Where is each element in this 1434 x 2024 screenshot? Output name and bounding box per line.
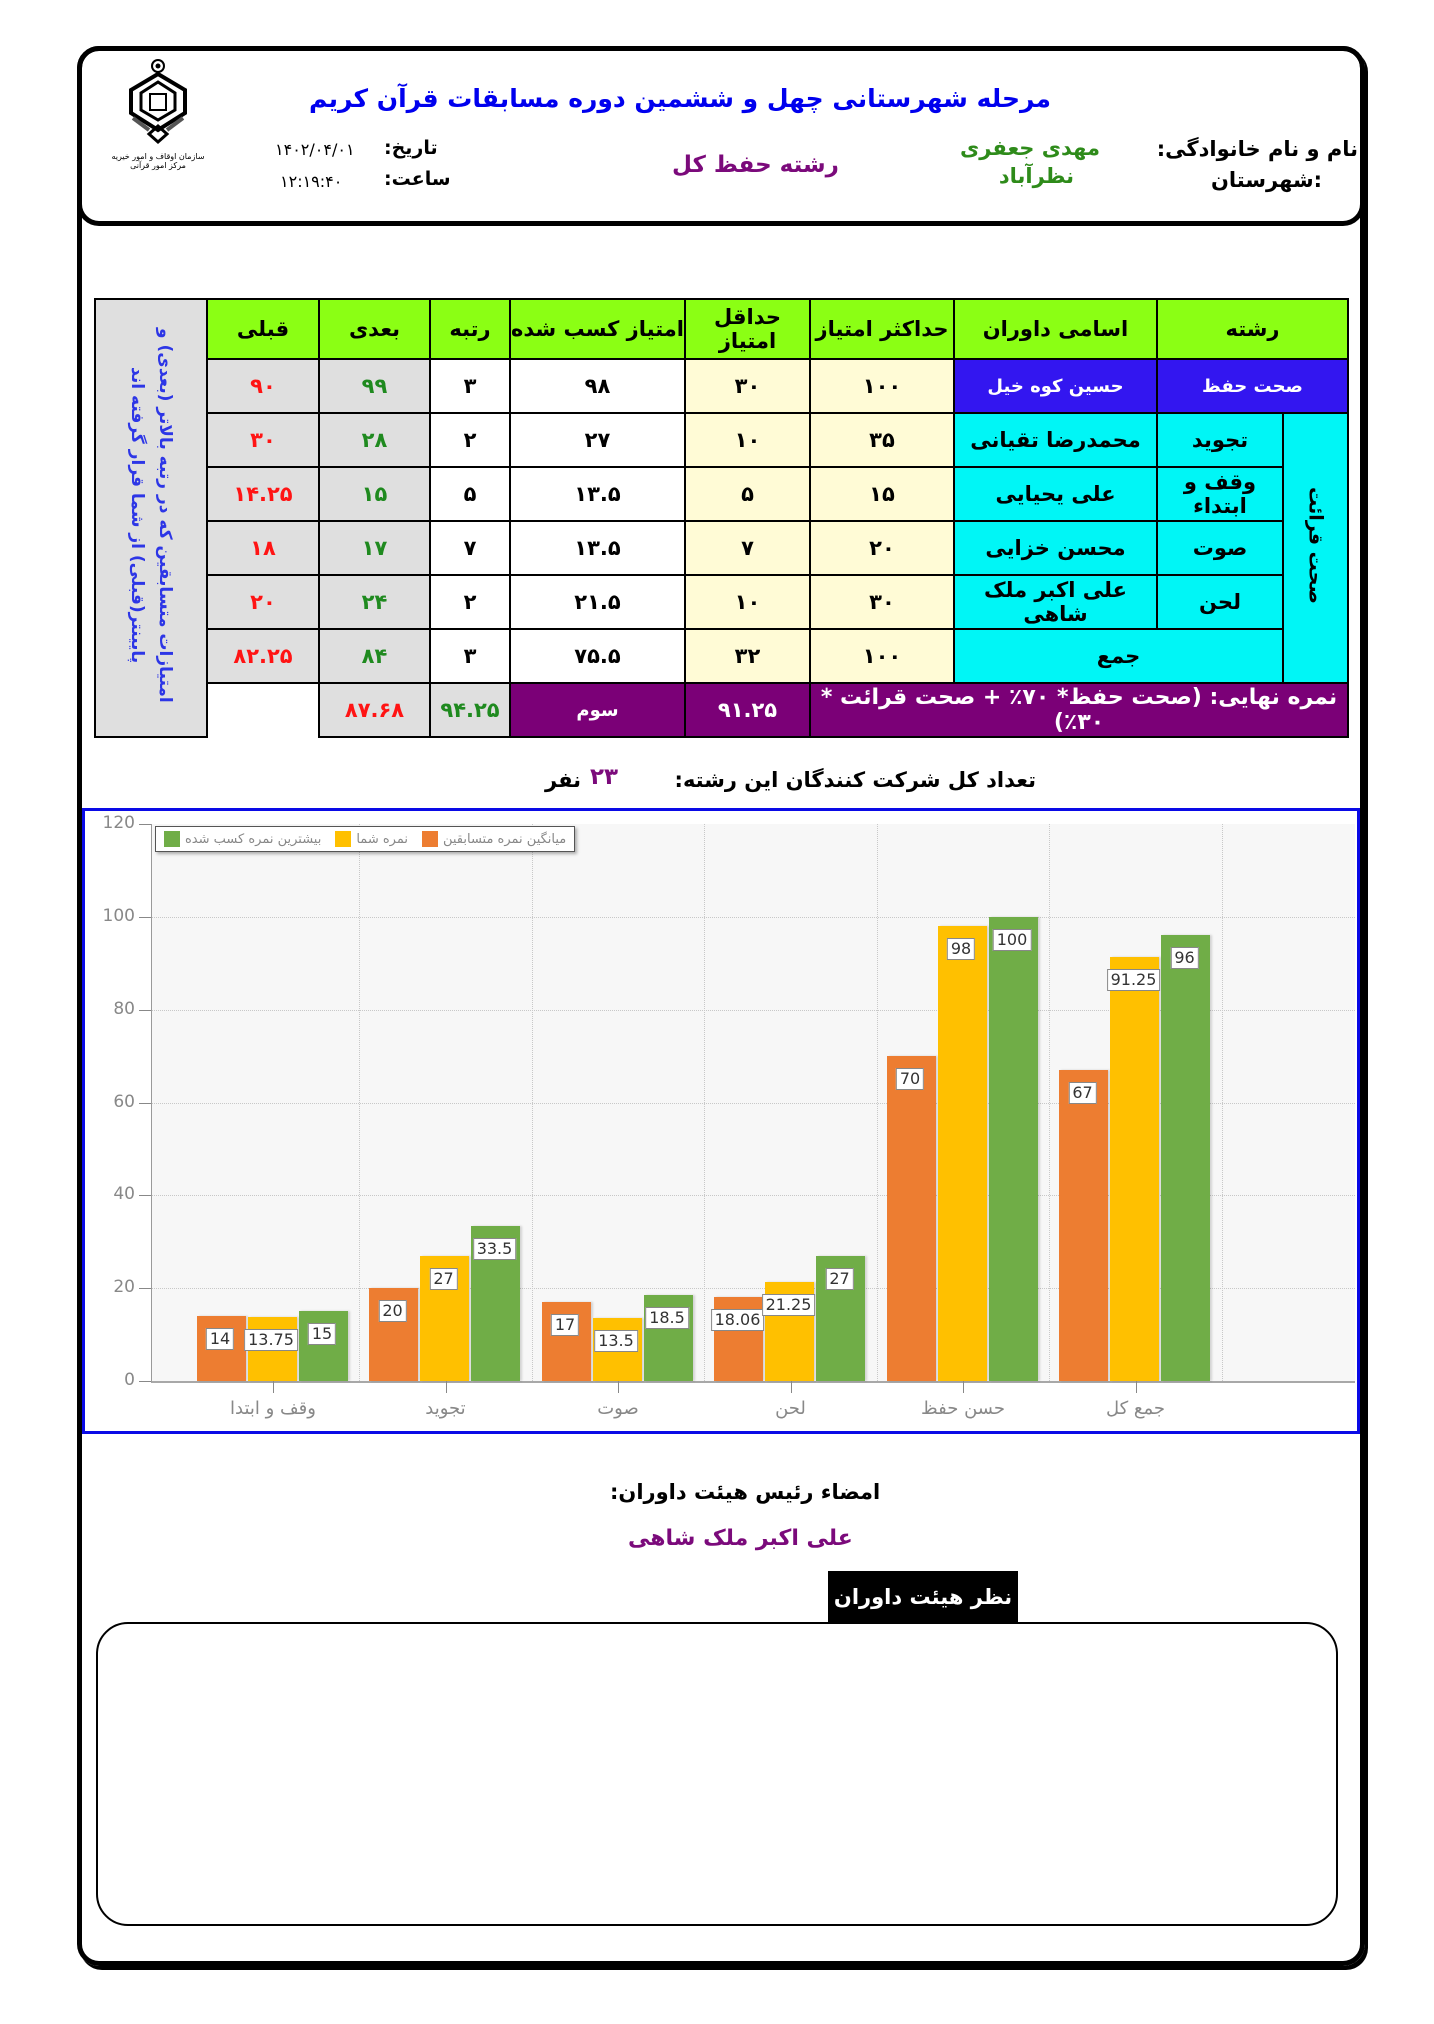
- y-tick-label: 60: [113, 1091, 135, 1112]
- judge-cell: علی یحیایی: [954, 467, 1157, 521]
- data-label: 67: [1068, 1082, 1096, 1104]
- date-label: تاریخ:: [384, 137, 438, 159]
- data-label: 100: [993, 929, 1032, 951]
- min-cell: ۱۰: [685, 575, 810, 629]
- prev-cell: ۸۲.۲۵: [207, 629, 319, 683]
- prev-cell: ۱۸: [207, 521, 319, 575]
- chart-bar: [989, 917, 1038, 1381]
- header-earned: امتیاز کسب شده: [510, 299, 685, 359]
- header-max: حداکثر امتیاز: [810, 299, 954, 359]
- y-tick-label: 40: [113, 1184, 135, 1205]
- comments-title: نظر هیئت داوران: [828, 1571, 1018, 1623]
- legend-item[interactable]: [422, 831, 566, 847]
- table-row: [95, 413, 1348, 467]
- chart-bar: [1110, 957, 1159, 1381]
- legend-item[interactable]: [164, 831, 321, 847]
- report-header: [77, 46, 1365, 226]
- prev-cell: ۲۰: [207, 575, 319, 629]
- city-value: نظرآباد: [998, 164, 1074, 188]
- scores-table: [94, 298, 1349, 738]
- prev-cell: ۱۴.۲۵: [207, 467, 319, 521]
- data-label: 70: [896, 1068, 924, 1090]
- earned-cell: ۲۱.۵: [510, 575, 685, 629]
- header-field: رشته: [1157, 299, 1348, 359]
- header-rank: رتبه: [430, 299, 510, 359]
- rank-cell: ۲: [430, 575, 510, 629]
- rank-cell: ۷: [430, 521, 510, 575]
- earned-cell: ۷۵.۵: [510, 629, 685, 683]
- earned-cell: ۲۷: [510, 413, 685, 467]
- next-cell: ۹۹: [319, 359, 430, 413]
- logo: [108, 58, 208, 188]
- judge-cell: محسن خزایی: [954, 521, 1157, 575]
- max-cell: ۱۰۰: [810, 359, 954, 413]
- field-cell: وقف و ابتداء: [1157, 467, 1283, 521]
- side-note-cell: [95, 299, 207, 737]
- signature-label: امضاء رئیس هیئت داوران:: [610, 1480, 881, 1504]
- data-label: 91.25: [1107, 969, 1161, 991]
- max-cell: ۳۰: [810, 575, 954, 629]
- score-chart: [82, 808, 1360, 1434]
- field-cell: صوت: [1157, 521, 1283, 575]
- header-next: بعدی: [319, 299, 430, 359]
- participants-count: ۲۳: [590, 764, 619, 790]
- chart-bar: [1161, 935, 1210, 1381]
- side-note: امتیازات متسابقین که در رتبه بالاتر (بعدی) و پایینتر(قبلی) از شما قرار گرفته اند: [127, 328, 175, 703]
- group-cell: [1283, 413, 1348, 683]
- judge-cell: علی اکبر ملک شاهی: [954, 575, 1157, 629]
- data-label: 27: [429, 1268, 457, 1290]
- logo-text-2: مرکز امور قرآنی: [130, 161, 186, 170]
- field-cell: تجوید: [1157, 413, 1283, 467]
- chart-bar: [299, 1311, 348, 1381]
- total-label: جمع: [954, 629, 1283, 683]
- data-label: 33.5: [473, 1238, 517, 1260]
- table-row-final: [95, 683, 1348, 737]
- next-cell: ۸۴: [319, 629, 430, 683]
- y-tick-label: 0: [124, 1370, 135, 1390]
- data-label: 20: [378, 1300, 406, 1322]
- x-tick-label: لحن: [775, 1398, 806, 1419]
- field-cell: لحن: [1157, 575, 1283, 629]
- x-tick-label: صوت: [597, 1398, 639, 1419]
- data-label: 98: [947, 938, 975, 960]
- y-tick-label: 20: [113, 1277, 135, 1298]
- participants-label: تعداد کل شرکت کنندگان این رشته:: [674, 768, 1036, 792]
- organization-logo-icon: [123, 58, 193, 148]
- header-prev: قبلی: [207, 299, 319, 359]
- legend-swatch-icon: [335, 831, 351, 847]
- data-label: 13.75: [244, 1329, 298, 1351]
- min-cell: ۷: [685, 521, 810, 575]
- min-cell: ۵: [685, 467, 810, 521]
- page-title: مرحله شهرستانی چهل و ششمین دوره مسابقات قرآن کریم: [308, 84, 1052, 113]
- max-cell: ۳۵: [810, 413, 954, 467]
- max-cell: ۱۰۰: [810, 629, 954, 683]
- rank-cell: ۳: [430, 629, 510, 683]
- next-cell: ۱۵: [319, 467, 430, 521]
- data-label: 96: [1170, 947, 1198, 969]
- chart-legend: [155, 826, 575, 852]
- y-tick-label: 100: [102, 905, 135, 926]
- judge-cell: حسین کوه خیل: [954, 359, 1157, 413]
- max-cell: ۲۰: [810, 521, 954, 575]
- field-cell: صحت حفظ: [1157, 359, 1348, 413]
- data-label: 15: [308, 1323, 336, 1345]
- judge-cell: محمدرضا تقیانی: [954, 413, 1157, 467]
- min-cell: ۳۲: [685, 629, 810, 683]
- header-min: حداقل امتیاز: [685, 299, 810, 359]
- x-tick-label: جمع کل: [1105, 1398, 1166, 1419]
- final-next: ۹۴.۲۵: [430, 683, 510, 737]
- table-header-row: [95, 299, 1348, 359]
- data-label: 21.25: [762, 1294, 816, 1316]
- logo-text-1: سازمان اوقاف و امور خیریه: [111, 152, 205, 161]
- participants-unit: نفر: [545, 768, 582, 792]
- prev-cell: ۳۰: [207, 413, 319, 467]
- legend-label: نمره شما: [356, 831, 408, 847]
- table-row: [95, 575, 1348, 629]
- data-label: 18.06: [711, 1309, 765, 1331]
- signature-name: علی اکبر ملک شاهی: [628, 1526, 853, 1551]
- next-cell: ۲۸: [319, 413, 430, 467]
- next-cell: ۱۷: [319, 521, 430, 575]
- table-row: [95, 467, 1348, 521]
- rank-cell: ۳: [430, 359, 510, 413]
- legend-item[interactable]: [335, 831, 408, 847]
- earned-cell: ۱۳.۵: [510, 467, 685, 521]
- time-value: ۱۲:۱۹:۴۰: [280, 172, 343, 191]
- name-value: مهدی جعفری: [960, 136, 1100, 160]
- y-tick-label: 120: [102, 813, 135, 833]
- rank-cell: ۵: [430, 467, 510, 521]
- legend-swatch-icon: [422, 831, 438, 847]
- name-label: نام و نام خانوادگی:: [1156, 137, 1358, 161]
- min-cell: ۳۰: [685, 359, 810, 413]
- chart-bar: [1059, 1070, 1108, 1381]
- x-tick-label: حسن حفظ: [921, 1398, 1005, 1419]
- date-value: ۱۴۰۲/۰۴/۰۱: [275, 140, 355, 159]
- prev-cell: ۹۰: [207, 359, 319, 413]
- x-tick-label: تجوید: [425, 1398, 466, 1419]
- data-label: 18.5: [645, 1307, 689, 1329]
- final-rank: سوم: [510, 683, 685, 737]
- legend-label: بیشترین نمره کسب شده: [185, 831, 322, 847]
- next-cell: ۲۴: [319, 575, 430, 629]
- earned-cell: ۹۸: [510, 359, 685, 413]
- header-judges: اسامی داوران: [954, 299, 1157, 359]
- earned-cell: ۱۳.۵: [510, 521, 685, 575]
- table-row: [95, 359, 1348, 413]
- max-cell: ۱۵: [810, 467, 954, 521]
- data-label: 13.5: [594, 1330, 638, 1352]
- group-label: صحت قرائت: [1304, 487, 1327, 604]
- legend-swatch-icon: [164, 831, 180, 847]
- time-label: ساعت:: [384, 168, 451, 190]
- y-tick-label: 80: [113, 998, 135, 1019]
- comments-box[interactable]: [96, 1622, 1338, 1926]
- rank-cell: ۲: [430, 413, 510, 467]
- min-cell: ۱۰: [685, 413, 810, 467]
- final-score: ۹۱.۲۵: [685, 683, 810, 737]
- table-row-total: [95, 629, 1348, 683]
- x-tick-label: وقف و ابتدا: [230, 1398, 316, 1419]
- data-label: 17: [551, 1314, 579, 1336]
- chart-bar: [938, 926, 987, 1381]
- chart-bar: [887, 1056, 936, 1381]
- table-row: [95, 521, 1348, 575]
- data-label: 14: [206, 1328, 234, 1350]
- grid-line: [152, 917, 1355, 918]
- field-title: رشته حفظ کل: [672, 152, 839, 178]
- final-prev: ۸۷.۶۸: [319, 683, 430, 737]
- city-label: :شهرستان: [1210, 168, 1322, 192]
- chart-plot-area: [151, 824, 1355, 1419]
- final-formula: نمره نهایی: (صحت حفظ* ۷۰٪ + صحت قرائت * ۳۰٪): [810, 683, 1348, 737]
- legend-label: میانگین نمره متسابقین: [442, 831, 567, 847]
- data-label: 27: [825, 1268, 853, 1290]
